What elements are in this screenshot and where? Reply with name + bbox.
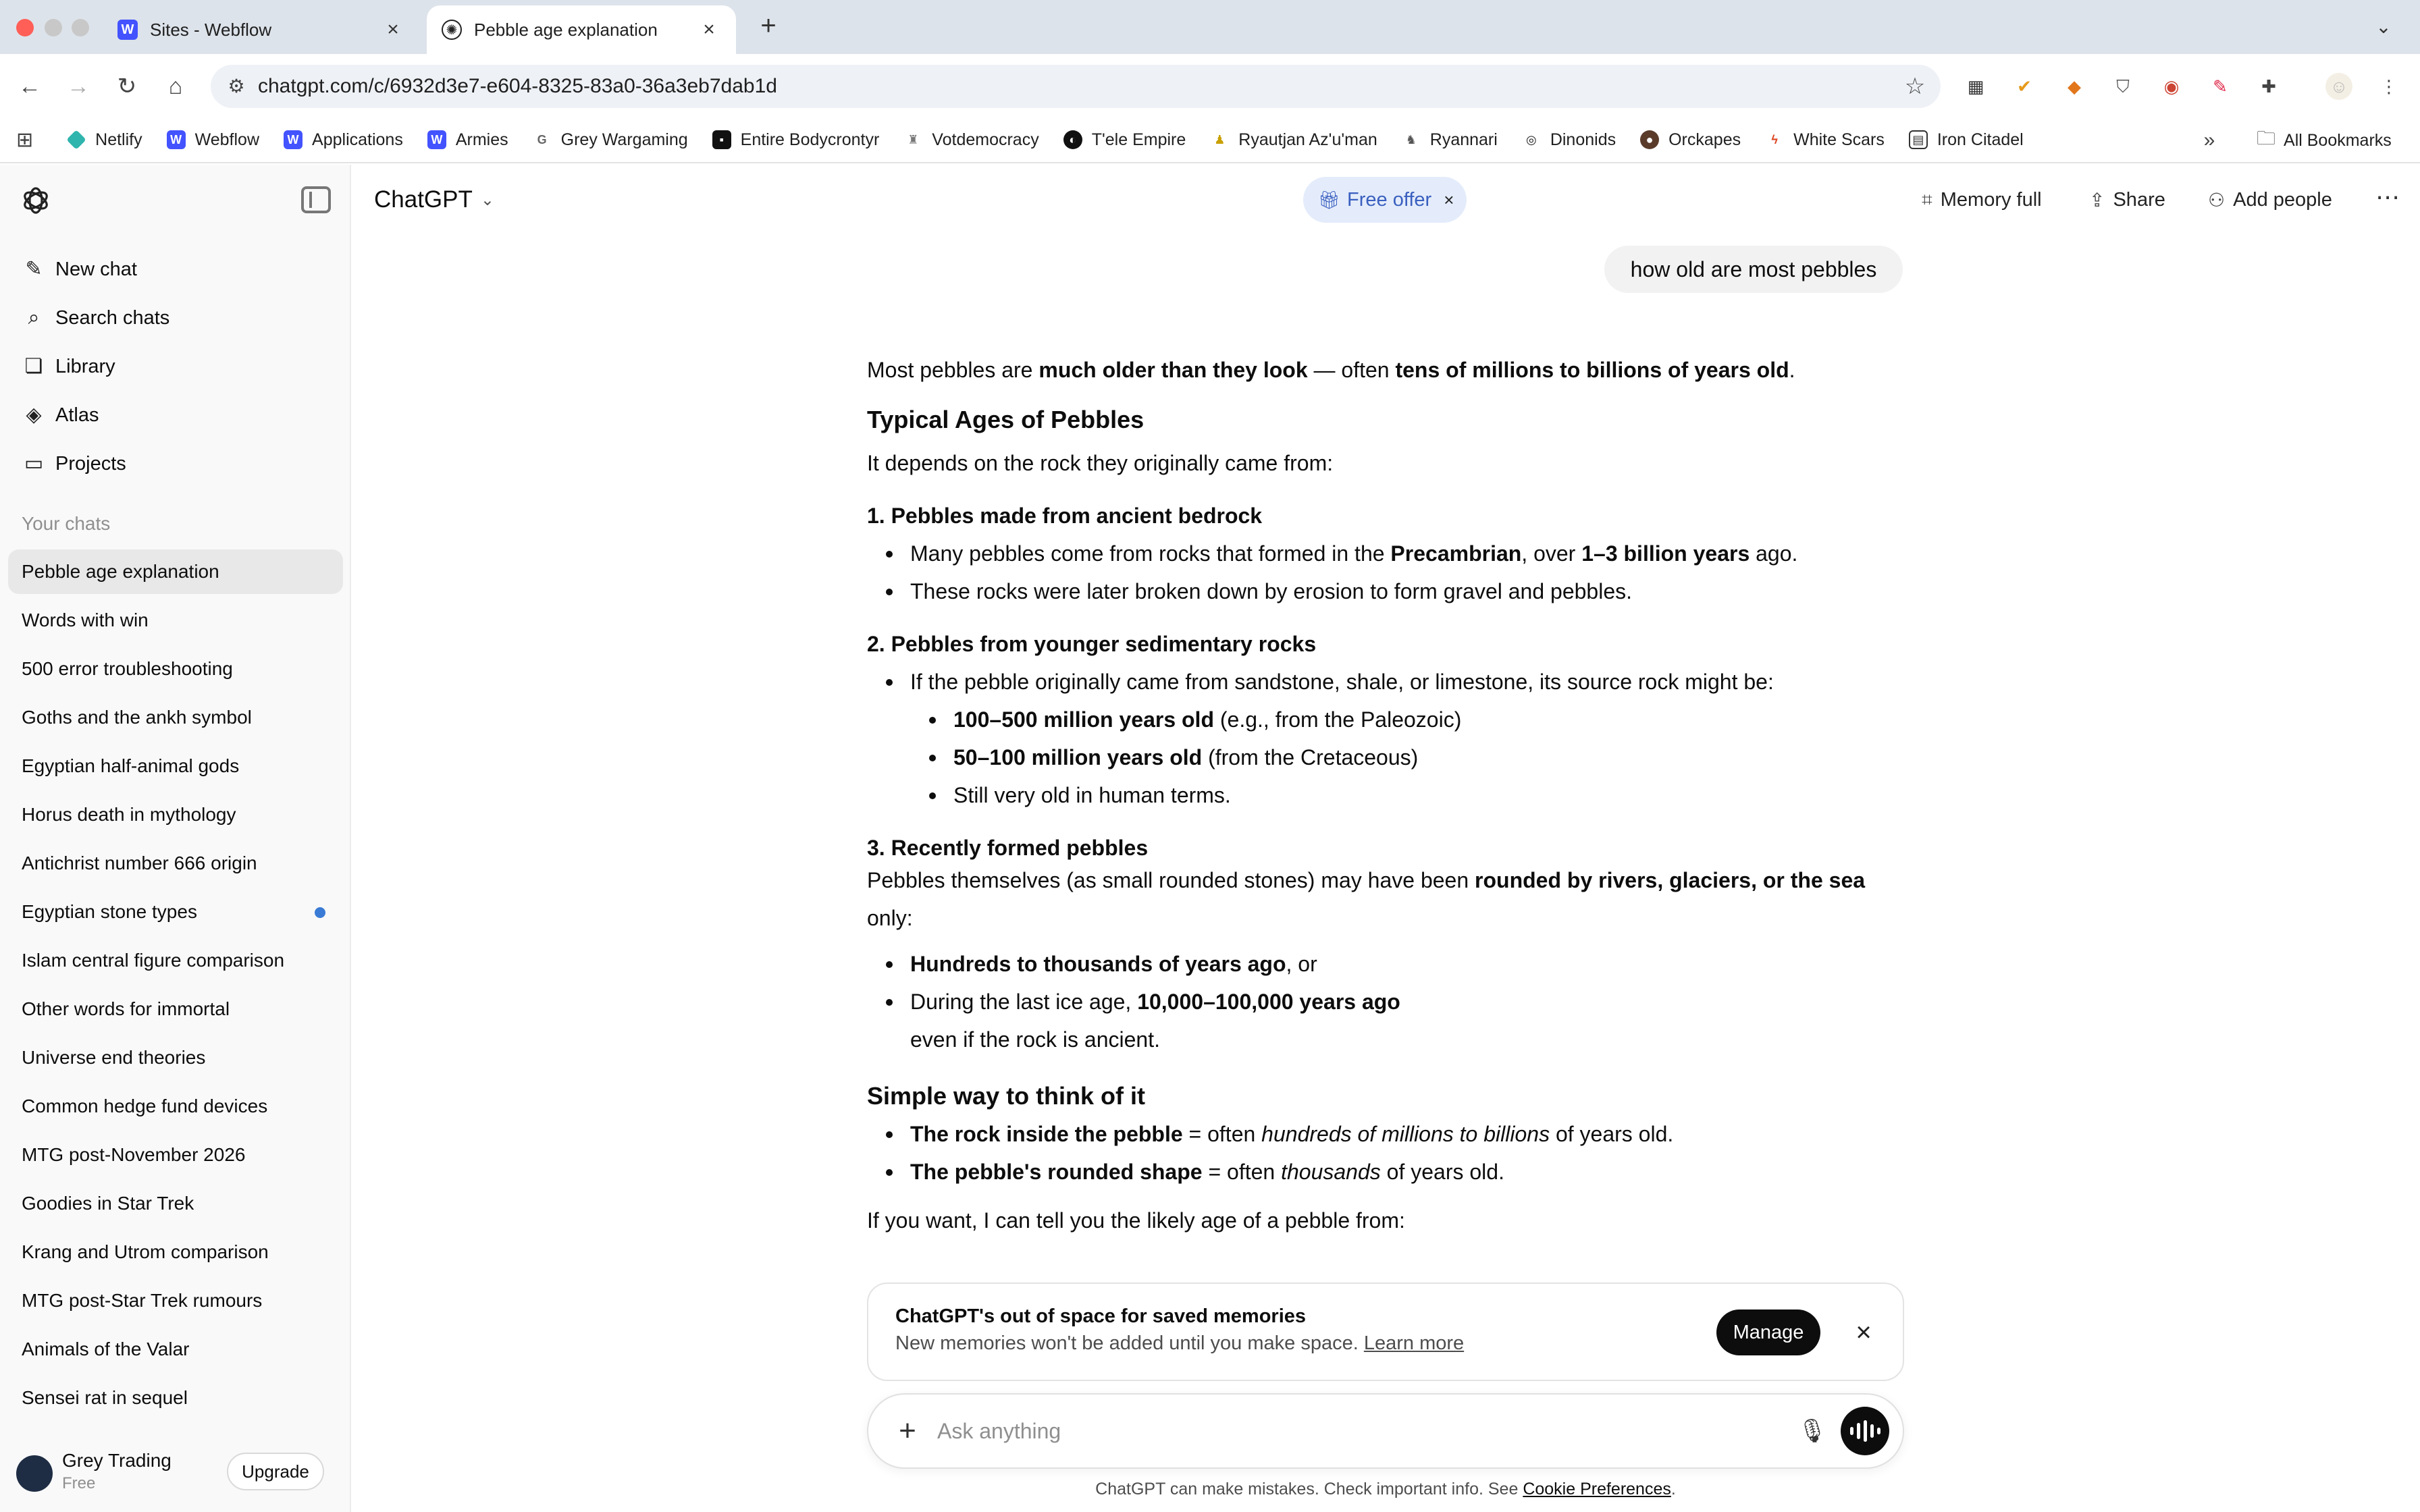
chat-item[interactable]: 500 error troubleshooting (22, 658, 233, 679)
list-item: During the last ice age, 10,000–100,000 years ago even if the rock is ancient. (910, 983, 1904, 1058)
webflow-icon: W (284, 130, 302, 149)
figure-icon: ♜ (903, 130, 922, 149)
shield-extension-icon[interactable]: ⛉ (2116, 76, 2130, 97)
chevron-down-icon: ⌄ (480, 190, 494, 209)
chat-item[interactable]: Words with win (22, 610, 149, 630)
section-ancient-bedrock: 1. Pebbles made from ancient bedrock (867, 504, 1263, 528)
chat-item[interactable]: Other words for immortal (22, 998, 230, 1019)
share-icon: ⇪ (2089, 189, 2105, 211)
folder-icon: 🗀 (2257, 128, 2276, 148)
atlas-button[interactable]: ◈ Atlas (8, 393, 343, 437)
bookmark-votdemocracy[interactable]: ♜ Votdemocracy (903, 130, 1038, 150)
url-text: chatgpt.com/c/6932d3e7-e604-8325-83a0-36a3eb7dab1d (258, 75, 777, 97)
prompt-input[interactable] (937, 1411, 1768, 1451)
tab-title: Pebble age explanation (474, 19, 658, 40)
memory-banner-title: ChatGPT's out of space for saved memories (895, 1305, 1307, 1327)
chat-item[interactable]: Common hedge fund devices (22, 1096, 268, 1116)
list-item: Still very old in human terms. (953, 776, 1904, 814)
library-icon: ❏ (24, 355, 43, 377)
chat-item[interactable]: Animals of the Valar (22, 1339, 190, 1359)
chat-item[interactable]: Egyptian stone types (8, 890, 343, 934)
bookmark-webflow[interactable]: W Webflow (167, 130, 259, 150)
g-icon: G (533, 130, 552, 149)
chat-item[interactable]: Pebble age explanation (8, 549, 343, 594)
tab-search-chevron-icon[interactable]: ⌄ (2375, 16, 2392, 37)
answer-intro: Most pebbles are much older than they look — often tens of millions to billions of years old. (867, 358, 1795, 382)
list-item: These rocks were later broken down by erosion to form gravel and pebbles. (910, 572, 1904, 610)
your-chats-heading: Your chats (22, 513, 111, 534)
bookmark-ryautjan[interactable]: ♟ Ryautjan Az'u'man (1210, 130, 1377, 150)
lightning-icon: ϟ (1765, 130, 1784, 149)
bookmarks-bar (0, 117, 2420, 163)
memory-icon: ⌗ (1922, 188, 1932, 210)
cookie-preferences-link[interactable]: Cookie Preferences (1523, 1480, 1671, 1498)
chat-item[interactable]: Krang and Utrom comparison (22, 1241, 269, 1262)
new-tab-button[interactable]: + (760, 11, 777, 40)
chatgpt-logo-icon[interactable] (19, 184, 53, 217)
dark-square-icon: ▪ (712, 130, 731, 149)
memory-banner-body: New memories won't be added until you make space. Learn more (895, 1332, 1465, 1354)
assistant-message (867, 351, 1904, 1239)
bookmark-star-icon[interactable]: ☆ (1904, 74, 1926, 99)
bookmark-netlify[interactable]: Netlify (67, 130, 142, 150)
folder-icon: ▭ (24, 452, 44, 475)
bookmark-grey-wargaming[interactable]: G Grey Wargaming (533, 130, 688, 150)
projects-button[interactable]: ▭ Projects (8, 441, 343, 486)
microphone-icon[interactable]: 🎙︎ (1797, 1418, 1827, 1444)
add-person-icon: ⚇ (2208, 189, 2226, 211)
webflow-icon: W (427, 130, 446, 149)
profile-extension-icon[interactable]: ✔ (2017, 76, 2032, 97)
eyedropper-extension-icon[interactable]: ✎ (2213, 76, 2228, 97)
library-button[interactable]: ❏ Library (8, 344, 343, 389)
list-item: 100–500 million years old (e.g., from the Paleozoic) (953, 701, 1904, 738)
model-selector[interactable]: ChatGPT ⌄ (374, 186, 494, 213)
forward-arrow-icon[interactable]: → (67, 74, 90, 99)
learn-more-link[interactable]: Learn more (1363, 1332, 1465, 1354)
section-recent-pebbles: 3. Recently formed pebbles (867, 836, 1149, 860)
new-chat-button[interactable]: ✎ New chat (8, 247, 343, 292)
disclaimer: ChatGPT can make mistakes. Check important info. See Cookie Preferences. (1095, 1480, 1676, 1498)
list-ancient-bedrock (867, 535, 1904, 610)
chat-item[interactable]: MTG post-Star Trek rumours (22, 1290, 263, 1311)
webflow-icon: W (117, 20, 138, 40)
tab-title: Sites - Webflow (150, 19, 272, 40)
manage-memory-button[interactable]: Manage (1716, 1310, 1820, 1355)
chat-item[interactable]: Islam central figure comparison (22, 950, 285, 971)
list-younger-sedimentary (867, 663, 1904, 814)
close-icon[interactable]: × (1444, 189, 1454, 210)
user-name[interactable]: Grey Trading (62, 1450, 172, 1471)
gift-icon: 🎁︎ (1318, 189, 1341, 210)
all-bookmarks-button[interactable]: 🗀 All Bookmarks (2257, 126, 2392, 155)
more-options-icon[interactable]: ⋯ (2375, 183, 2400, 211)
user-plan: Free (62, 1474, 96, 1492)
sidebar-toggle-icon[interactable] (301, 186, 331, 213)
share-button[interactable]: ⇪ Share (2089, 188, 2165, 211)
user-message-bubble: how old are most pebbles (1604, 246, 1903, 293)
add-people-button[interactable]: ⚇ Add people (2208, 188, 2332, 211)
heading-typical-ages: Typical Ages of Pebbles (867, 406, 1145, 433)
bookmark-orckapes[interactable]: ● Orckapes (1640, 130, 1741, 150)
qr-code-extension-icon[interactable]: ▦ (1967, 76, 1984, 97)
free-offer-pill[interactable]: 🎁︎ Free offer × (1303, 177, 1467, 223)
swirl-icon: ◎ (1522, 130, 1541, 149)
metamask-extension-icon[interactable]: ◆ (2068, 76, 2081, 97)
color-extension-icon[interactable]: ◉ (2163, 76, 2180, 97)
chat-item[interactable]: Universe end theories (22, 1047, 206, 1068)
list-item: Many pebbles come from rocks that formed in the Precambrian, over 1–3 billion years ago. (910, 535, 1904, 572)
chat-item[interactable]: Antichrist number 666 origin (22, 853, 257, 873)
unread-dot (315, 907, 325, 918)
bookmark-dinonids[interactable]: ◎ Dinonids (1522, 130, 1616, 150)
window-close-button[interactable] (16, 19, 34, 36)
chat-item[interactable]: Goths and the ankh symbol (22, 707, 252, 728)
paragraph-recent: Pebbles themselves (as small rounded stones) may have been rounded by rivers, glaciers, or the sea only: (867, 868, 1866, 930)
bookmark-tele-empire[interactable]: ◐ T'ele Empire (1063, 130, 1186, 150)
search-chats-button[interactable]: ⌕ Search chats (8, 296, 343, 340)
back-arrow-icon[interactable]: ← (18, 74, 41, 99)
paragraph-depends: It depends on the rock they originally came from: (867, 451, 1334, 475)
browser-tab-chatgpt[interactable] (427, 5, 736, 54)
orc-icon: ● (1640, 130, 1659, 149)
bookmark-applications[interactable]: W Applications (284, 130, 403, 150)
atlas-icon: ◈ (26, 404, 42, 426)
tab-close-icon[interactable]: × (703, 18, 715, 40)
list-item: The rock inside the pebble = often hundreds of millions to billions of years old. (910, 1115, 1904, 1153)
site-info-icon[interactable]: ⚙ (228, 76, 245, 97)
emblem-icon: ◐ (1063, 130, 1082, 149)
list-item: Hundreds to thousands of years ago, or (910, 945, 1904, 983)
netlify-icon (66, 130, 86, 150)
upgrade-button[interactable]: Upgrade (227, 1453, 324, 1490)
close-icon[interactable]: × (1856, 1318, 1872, 1347)
bookmark-iron-citadel[interactable]: ▤ Iron Citadel (1909, 130, 2024, 150)
list-item: If the pebble originally came from sandstone, shale, or limestone, its source rock might be: 100–500 million years old (e.g., from the Paleozoic) 50–100 million years old (from the Cretaceous) Still very old in human terms. (910, 663, 1904, 814)
list-item: 50–100 million years old (from the Cretaceous) (953, 738, 1904, 776)
memory-full-button[interactable]: ⌗ Memory full (1922, 188, 2042, 211)
list-simple-way (867, 1115, 1904, 1191)
chat-item[interactable]: Sensei rat in sequel (22, 1387, 188, 1408)
citadel-icon: ▤ (1909, 130, 1928, 149)
chat-item[interactable]: Horus death in mythology (22, 804, 236, 825)
apps-grid-icon[interactable]: ⊞ (16, 128, 34, 151)
chat-item[interactable]: Egyptian half-animal gods (22, 755, 240, 776)
bookmark-ryannari[interactable]: ♞ Ryannari (1402, 130, 1498, 150)
window-maximize-button[interactable] (72, 19, 89, 36)
extensions-puzzle-icon[interactable]: ✚ (2261, 76, 2276, 97)
plus-icon[interactable]: + (899, 1414, 916, 1447)
browser-menu-icon[interactable]: ⋮ (2380, 76, 2398, 97)
figure-icon: ♞ (1402, 130, 1421, 149)
search-icon: ⌕ (28, 306, 40, 329)
chat-item[interactable]: MTG post-November 2026 (22, 1144, 246, 1165)
profile-avatar-icon[interactable]: ☺ (2325, 73, 2352, 100)
browser-tab-webflow[interactable] (103, 5, 420, 54)
list-item: The pebble's rounded shape = often thousands of years old. (910, 1153, 1904, 1191)
figure-icon: ♟ (1210, 130, 1229, 149)
voice-mode-button[interactable] (1841, 1407, 1889, 1455)
list-recent-pebbles (867, 945, 1904, 1058)
home-icon[interactable]: ⌂ (168, 74, 183, 99)
bookmark-entire-bodycrontyr[interactable]: ▪ Entire Bodycrontyr (712, 130, 880, 150)
paragraph-outro: If you want, I can tell you the likely age of a pebble from: (867, 1208, 1405, 1233)
sublist (910, 701, 1904, 814)
heading-simple-way: Simple way to think of it (867, 1082, 1146, 1110)
bookmark-armies[interactable]: W Armies (427, 130, 508, 150)
address-bar[interactable] (211, 65, 1941, 108)
section-younger-sedimentary: 2. Pebbles from younger sedimentary rocks (867, 632, 1317, 656)
reload-icon[interactable]: ↻ (117, 74, 137, 99)
tab-close-icon[interactable]: × (387, 18, 399, 40)
pencil-square-icon: ✎ (25, 258, 43, 280)
chat-item[interactable]: Goodies in Star Trek (22, 1193, 194, 1214)
chatgpt-icon: ✺ (442, 20, 462, 40)
window-minimize-button[interactable] (45, 19, 62, 36)
waveform-icon (1850, 1427, 1853, 1435)
webflow-icon: W (167, 130, 186, 149)
bookmark-white-scars[interactable]: ϟ White Scars (1765, 130, 1885, 150)
more-bookmarks-icon[interactable]: » (2203, 129, 2215, 151)
